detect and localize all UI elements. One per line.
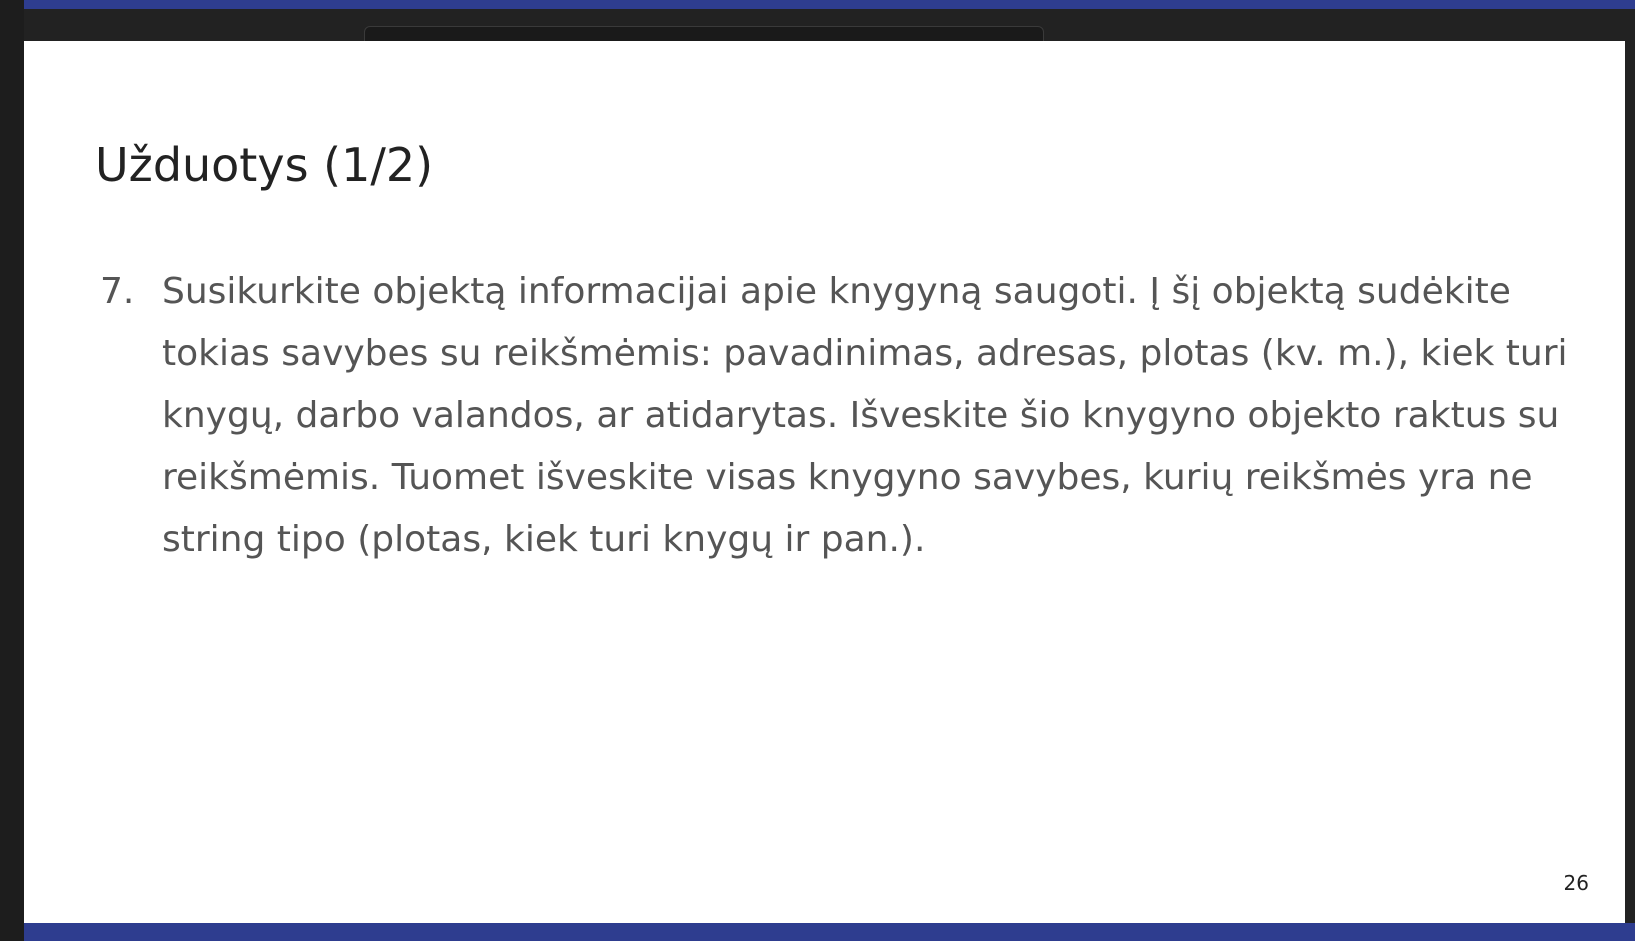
presenter-background: [0, 0, 24, 941]
task-text: Susikurkite objektą informacijai apie knygyną saugoti. Į šį objektą sudėkite tokias savybes su reikšmėmis: pavadinimas, adresas, plotas (kv. m.), kiek turi knygų, darbo valandos, ar atidarytas. Išveskite šio knygyno objekto raktus su reikšmėmis. Tuomet išveskite visas knygyno savybes, kurių reikšmės yra ne string tipo (plotas, kiek turi knygų ir pan.).: [162, 271, 1568, 560]
task-number: 7.: [100, 271, 135, 312]
bottom-accent-bar: [24, 923, 1635, 941]
slide: [24, 41, 1625, 923]
page-number: 26: [1563, 871, 1589, 895]
task-list: [95, 261, 1575, 571]
task-item: [95, 261, 1575, 571]
slide-title: Užduotys (1/2): [95, 138, 434, 192]
top-accent-bar: [24, 0, 1635, 9]
